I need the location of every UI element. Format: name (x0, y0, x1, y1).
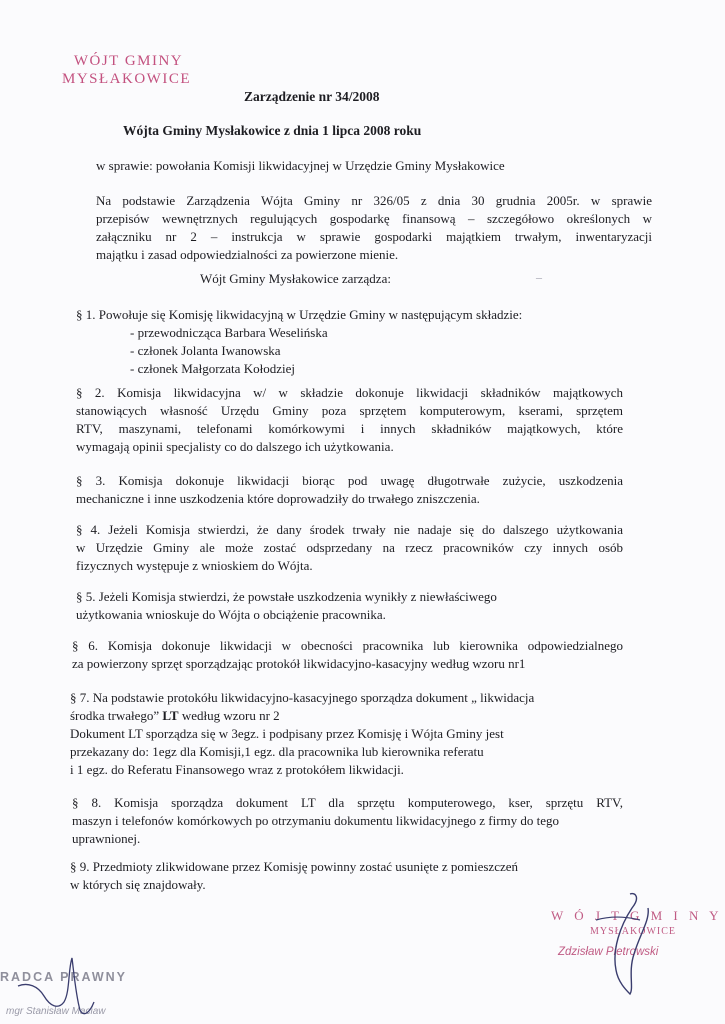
section-6 (72, 637, 623, 673)
committee-member: - członek Jolanta Iwanowska (130, 343, 281, 358)
section-7-text: środka trwałego” (70, 708, 163, 723)
section-line: i 1 egz. do Referatu Finansowego wraz z protokółem likwidacji. (70, 762, 404, 777)
section-line: w Urzędzie Gminy ale może zostać odsprzedany na rzecz pracowników czy innych osób (76, 540, 623, 555)
section-line: stanowiących własność Urzędu Gminy poza sprzętem komputerowym, kserami, sprzętem (76, 403, 623, 418)
section-line: mechaniczne i inne uszkodzenia które doprowadziły do trwałego zniszczenia. (76, 491, 480, 506)
section-line: wymagają opinii specjalisty co do dalszego ich użytkowania. (76, 439, 394, 454)
section-line: § 9. Przedmioty zlikwidowane przez Komisję powinny zostać usunięte z pomieszczeń (70, 859, 519, 874)
legal-basis-line: Na podstawie Zarządzenia Wójta Gminy nr 326/05 z dnia 30 grudnia 2005r. w sprawie (96, 193, 652, 208)
section-7-lt-bold: LT (162, 708, 179, 723)
committee-member: - przewodnicząca Barbara Weselińska (130, 325, 328, 340)
section-7-text: według wzoru nr 2 (178, 708, 280, 723)
section-line: § 6. Komisja dokonuje likwidacji w obecności pracownika lub kierownika odpowiedzialnego (72, 638, 623, 653)
section-line (70, 707, 534, 725)
stamp-header-line1: WÓJT GMINY (73, 53, 184, 69)
section-line: w których się znajdowały. (70, 877, 206, 892)
decree-line: Wójt Gminy Mysłakowice zarządza: (200, 271, 391, 286)
stamp-header-line2: MYSŁAKOWICE (62, 71, 191, 87)
section-1-intro: § 1. Powołuje się Komisję likwidacyjną w Urzędzie Gminy w następującym składzie: (76, 307, 523, 322)
committee-member: - członek Małgorzata Kołodziej (130, 361, 295, 376)
section-line: Dokument LT sporządza się w 3egz. i podpisany przez Komisję i Wójta Gminy jest (70, 726, 504, 741)
margin-mark: – (536, 270, 542, 284)
section-line: § 3. Komisja dokonuje likwidacji biorąc pod uwagę długotrwałe zużycie, uszkodzenia (76, 473, 623, 488)
legal-basis (96, 192, 652, 264)
section-line: przekazany do: 1egz dla Komisji,1 egz. dla pracownika lub kierownika referatu (70, 744, 484, 759)
stamp-signature-right-name: Zdzisław Pietrowski (558, 946, 659, 958)
signature-left (14, 952, 124, 1022)
stamp-signature-right-municipality: MYSŁAKOWICE (590, 926, 676, 937)
section-line: § 5. Jeżeli Komisja stwierdzi, że powstałe uszkodzenia wynikły z niewłaściwego (76, 589, 497, 604)
section-line: § 8. Komisja sporządza dokument LT dla sprzętu komputerowego, kser, sprzętu RTV, (72, 795, 623, 810)
legal-basis-line: przepisów wewnętrznych regulujących gospodarkę finansową – szczegółowo określonych w (96, 211, 652, 226)
document-subject: w sprawie: powołania Komisji likwidacyjnej w Urzędzie Gminy Mysłakowice (96, 158, 505, 173)
section-line: uprawnionej. (72, 831, 141, 846)
stamp-signature-right: W Ó J T G M I N Y (551, 908, 723, 923)
section-1 (76, 306, 522, 378)
section-line: fizycznych występuje z wnioskiem do Wójta. (76, 558, 313, 573)
legal-basis-line: załączniku nr 2 – instrukcja w sprawie gospodarki majątkiem trwałym, inwentaryzacji (96, 229, 652, 244)
section-line: § 4. Jeżeli Komisja stwierdzi, że dany środek trwały nie nadaje się do dalszego użytkowania (76, 522, 623, 537)
legal-basis-line: majątku i zasad odpowiedzialności za powierzone mienie. (96, 247, 399, 262)
document-subtitle: Wójta Gminy Mysłakowice z dnia 1 lipca 2008 roku (123, 123, 422, 138)
section-7 (70, 689, 534, 779)
stamp-header (62, 52, 191, 88)
section-line: maszyn i telefonów komórkowych po otrzymaniu dokumentu likwidacyjnego z firmy do tego (72, 813, 560, 828)
section-8 (72, 794, 623, 848)
stamp-signature-left-name: mgr Stanisław Maciaw (6, 1006, 106, 1017)
document-title: Zarządzenie nr 34/2008 (244, 89, 380, 104)
section-line: za powierzony sprzęt sporządzając protokół likwidacyjno-kasacyjny według wzoru nr1 (72, 656, 526, 671)
section-line: § 2. Komisja likwidacyjna w/ w składzie dokonuje likwidacji składników majątkowych (76, 385, 623, 400)
stamp-signature-left: RADCA PRAWNY (0, 970, 128, 984)
section-line: RTV, maszynami, telefonami komórkowymi i innych składników majątkowych, które (76, 421, 623, 436)
section-9 (70, 858, 518, 894)
section-2 (76, 384, 623, 456)
section-line: użytkowania wnioskuje do Wójta o obciążenie pracownika. (76, 607, 386, 622)
signature-right (590, 890, 670, 1000)
section-line: § 7. Na podstawie protokółu likwidacyjno-kasacyjnego sporządza dokument „ likwidacja (70, 690, 535, 705)
section-4 (76, 521, 623, 575)
section-3 (76, 472, 623, 508)
section-5 (76, 588, 497, 624)
